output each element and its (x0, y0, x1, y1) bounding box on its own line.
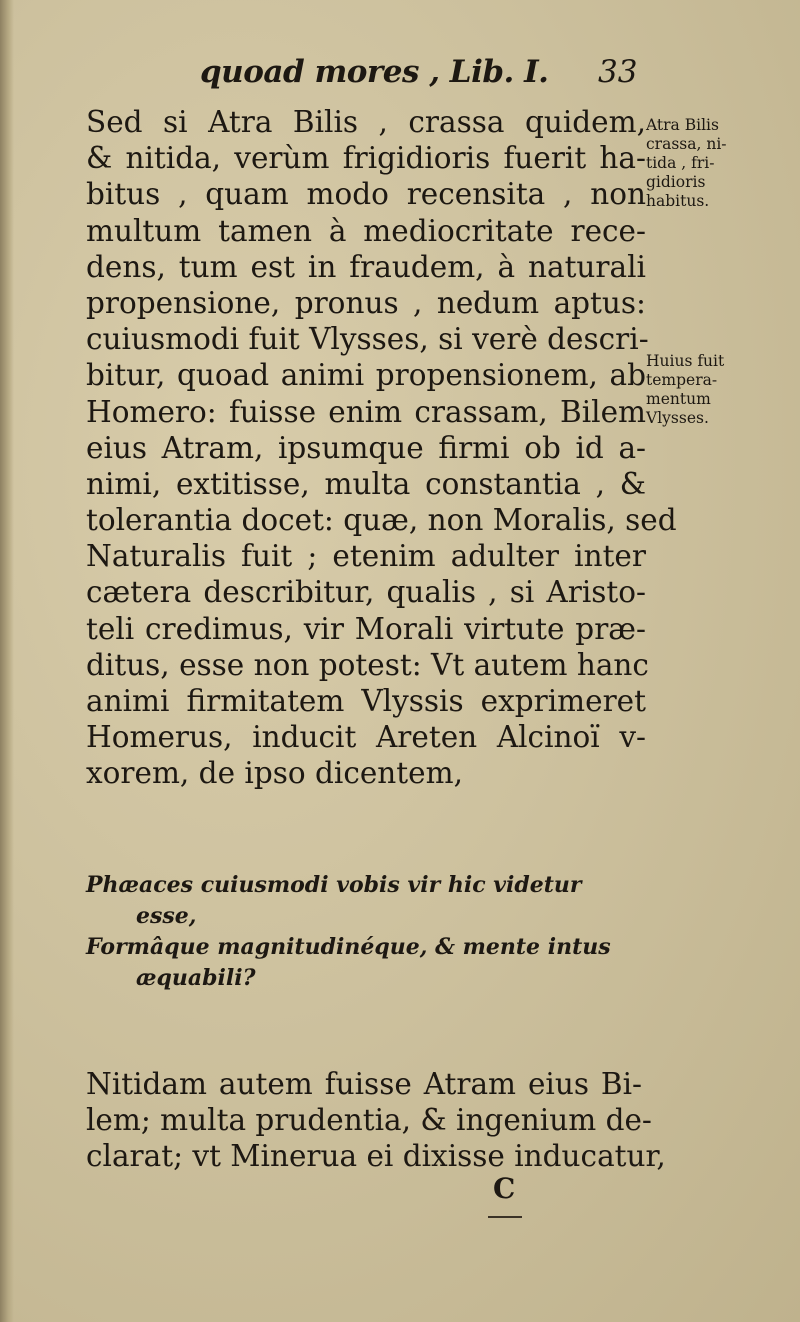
signature-mark: C (493, 1172, 516, 1205)
page-gutter-shadow (0, 0, 14, 1322)
text-line: tolerantia docet: quæ, non Moralis, sed (86, 503, 677, 538)
text-line: Homero: fuisse enim crassam, Bilem (86, 394, 646, 429)
text-line: Naturalis fuit ; etenim adulter inter (86, 539, 646, 574)
text-line: clarat; vt Minerua ei dixisse inducatur, (86, 1139, 666, 1174)
text-line: propensione, pronus , nedum aptus: (86, 285, 646, 320)
running-head (200, 48, 640, 98)
text-line: nimi, extitisse, multa constantia , & (86, 466, 646, 501)
margin-note-line: habitus. (646, 192, 710, 210)
verse-quotation (86, 870, 656, 994)
margin-note-ulysses (646, 352, 738, 428)
margin-note-line: Vlysses. (646, 409, 709, 427)
closing-paragraph (86, 1066, 666, 1175)
text-line: bitus , quam modo recensita , non (86, 177, 646, 212)
margin-note-line: tempera- (646, 371, 718, 389)
text-line: multum tamen à mediocritate rece- (86, 213, 646, 248)
text-line: Nitidam autem fuisse Atram eius Bi- (86, 1067, 642, 1101)
verse-line: Phæaces cuiusmodi vobis vir hic videtur (86, 872, 582, 898)
text-line: & nitida, verùm frigidioris fuerit ha- (86, 141, 646, 176)
text-line: cætera describitur, qualis , si Aristo- (86, 575, 646, 610)
text-line: cuiusmodi fuit Vlysses, si verè descri- (86, 322, 649, 357)
margin-note-line: Huius fuit (646, 352, 725, 370)
text-line: Sed si Atra Bilis , crassa quidem, (86, 105, 646, 139)
running-head-title: quoad mores , Lib. I. (200, 54, 549, 90)
margin-note-atra-bilis (646, 116, 738, 211)
verse-line: Formâque magnitudinéque, & mente intus (86, 934, 611, 960)
margin-note-line: mentum (646, 390, 711, 408)
text-line: bitur, quoad animi propensionem, ab (86, 358, 646, 393)
text-line: xorem, de ipso dicentem, (86, 756, 463, 791)
text-line: lem; multa prudentia, & ingenium de- (86, 1103, 652, 1138)
text-line: Homerus, inducit Areten Alcinoï v- (86, 720, 646, 755)
margin-note-line: crassa, ni- (646, 135, 727, 153)
signature-rule (488, 1216, 522, 1218)
margin-note-line: tida , fri- (646, 154, 715, 172)
verse-line: esse, (136, 903, 197, 929)
verse-line: æquabili? (136, 965, 256, 991)
margin-note-line: gidioris (646, 173, 706, 191)
text-line: eius Atram, ipsumque firmi ob id a- (86, 430, 646, 465)
text-line: ditus, esse non potest: Vt autem hanc (86, 647, 649, 682)
text-line: teli credimus, vir Morali virtute præ- (86, 611, 646, 646)
text-line: animi firmitatem Vlyssis exprimeret (86, 684, 646, 718)
page-number: 33 (598, 54, 638, 90)
main-paragraph (86, 104, 677, 792)
margin-note-line: Atra Bilis (646, 116, 719, 134)
text-line: dens, tum est in fraudem, à naturali (86, 249, 646, 284)
